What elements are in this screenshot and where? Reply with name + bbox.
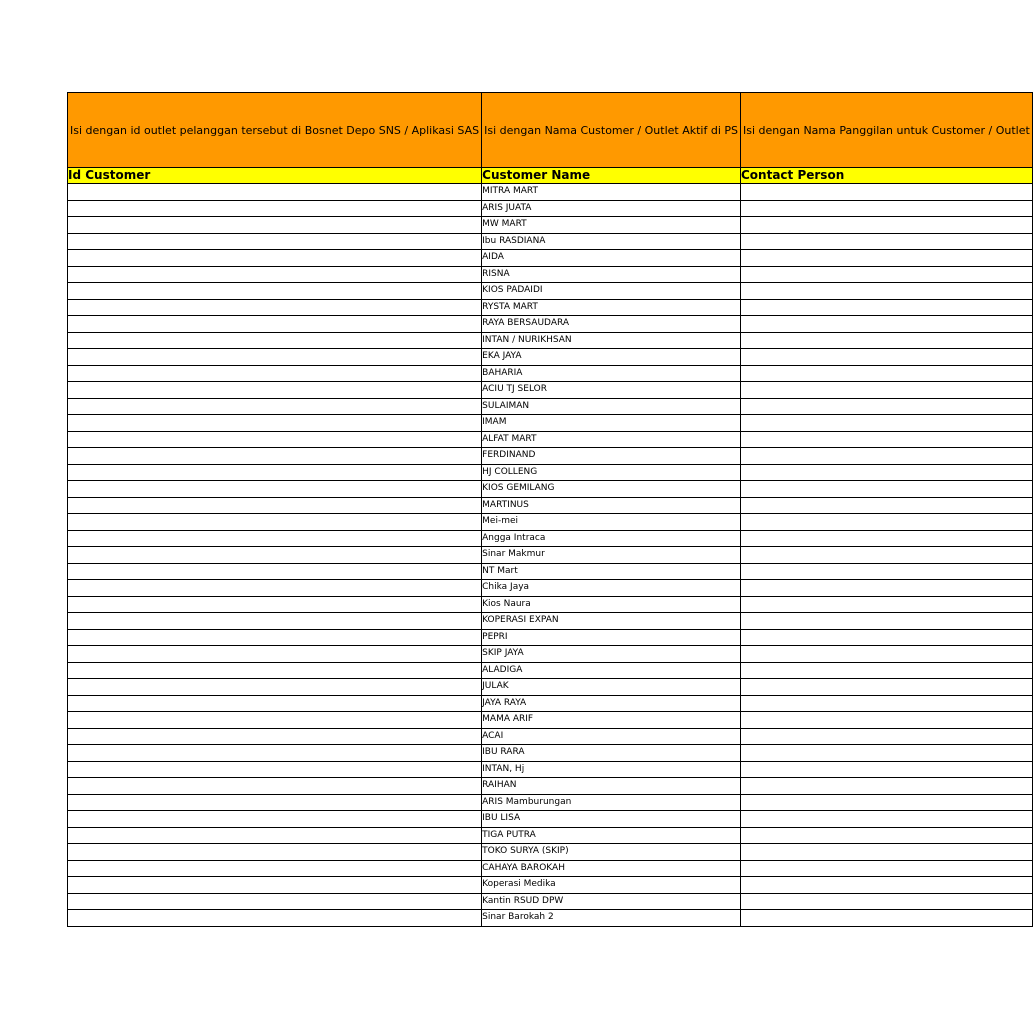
table-row [68,563,1033,580]
id-customer-cell[interactable] [68,382,482,399]
customer-name-cell[interactable]: RYSTA MART [482,299,741,316]
id-customer-cell[interactable] [68,464,482,481]
table-row [68,844,1033,861]
id-customer-cell[interactable] [68,299,482,316]
customer-name-cell[interactable]: KOPERASI EXPAN [482,613,741,630]
customer-name-cell[interactable]: CAHAYA BAROKAH [482,860,741,877]
table-row [68,580,1033,597]
table-row [68,332,1033,349]
table-row [68,877,1033,894]
customer-name-cell[interactable]: Ibu RASDIANA [482,233,741,250]
id-customer-cell[interactable] [68,266,482,283]
contact-person-cell[interactable] [741,431,1033,448]
customer-name-cell[interactable]: ACAI [482,728,741,745]
table-row [68,827,1033,844]
table-row [68,811,1033,828]
id-customer-cell[interactable] [68,250,482,267]
customer-name-cell[interactable]: Sinar Barokah 2 [482,910,741,927]
table-row [68,217,1033,234]
id-customer-cell[interactable] [68,233,482,250]
customer-name-cell[interactable]: Sinar Makmur [482,547,741,564]
table-row [68,497,1033,514]
customer-name-cell[interactable]: JULAK [482,679,741,696]
contact-person-cell[interactable] [741,794,1033,811]
contact-person-cell[interactable] [741,563,1033,580]
contact-person-cell[interactable] [741,877,1033,894]
id-customer-cell[interactable] [68,662,482,679]
customer-name-cell[interactable]: MARTINUS [482,497,741,514]
id-customer-cell[interactable] [68,827,482,844]
customer-name-cell[interactable]: Kios Naura [482,596,741,613]
contact-person-cell[interactable] [741,283,1033,300]
contact-person-cell[interactable] [741,547,1033,564]
contact-person-cell[interactable] [741,398,1033,415]
contact-person-cell[interactable] [741,695,1033,712]
contact-person-cell[interactable] [741,827,1033,844]
contact-person-cell[interactable] [741,233,1033,250]
table-row [68,695,1033,712]
instruction-name-cell[interactable] [482,93,741,168]
id-customer-cell[interactable] [68,497,482,514]
contact-person-cell[interactable] [741,778,1033,795]
table-row [68,233,1033,250]
table-row [68,860,1033,877]
id-customer-cell[interactable] [68,695,482,712]
contact-person-cell[interactable] [741,893,1033,910]
table-row [68,200,1033,217]
contact-person-cell[interactable] [741,200,1033,217]
id-customer-cell[interactable] [68,481,482,498]
id-customer-cell[interactable] [68,679,482,696]
id-customer-cell[interactable] [68,613,482,630]
table-row [68,464,1033,481]
customer-name-cell[interactable]: KIOS GEMILANG [482,481,741,498]
customer-name-cell[interactable]: TIGA PUTRA [482,827,741,844]
contact-person-cell[interactable] [741,332,1033,349]
table-row [68,728,1033,745]
customer-name-cell[interactable]: ACIU TJ SELOR [482,382,741,399]
contact-person-cell[interactable] [741,448,1033,465]
table-row [68,646,1033,663]
contact-person-cell[interactable] [741,860,1033,877]
id-customer-cell[interactable] [68,431,482,448]
customer-sheet [67,92,1033,927]
contact-person-cell[interactable] [741,497,1033,514]
customer-name-cell[interactable]: MW MART [482,217,741,234]
id-customer-cell[interactable] [68,860,482,877]
id-customer-cell[interactable] [68,844,482,861]
contact-person-cell[interactable] [741,266,1033,283]
customer-name-cell[interactable]: ALADIGA [482,662,741,679]
table-row [68,365,1033,382]
contact-person-cell[interactable] [741,250,1033,267]
id-customer-cell[interactable] [68,514,482,531]
customer-name-cell[interactable]: KIOS PADAIDI [482,283,741,300]
contact-person-cell[interactable] [741,316,1033,333]
customer-name-cell[interactable]: Mei-mei [482,514,741,531]
contact-person-cell[interactable] [741,382,1033,399]
contact-person-cell[interactable] [741,365,1033,382]
table-row [68,415,1033,432]
id-customer-cell[interactable] [68,629,482,646]
contact-person-cell[interactable] [741,910,1033,927]
customer-name-cell[interactable]: TOKO SURYA (SKIP) [482,844,741,861]
instruction-row [68,93,1033,168]
id-customer-cell[interactable] [68,893,482,910]
instruction-contact-text: Isi dengan Nama Panggilan untuk Customer / Outlet [743,123,1030,137]
table-row [68,629,1033,646]
id-customer-cell[interactable] [68,761,482,778]
id-customer-cell[interactable] [68,778,482,795]
table-row [68,448,1033,465]
contact-person-cell[interactable] [741,629,1033,646]
contact-person-cell[interactable] [741,481,1033,498]
table-row [68,184,1033,201]
id-customer-cell[interactable] [68,547,482,564]
contact-person-cell[interactable] [741,415,1033,432]
id-customer-cell[interactable] [68,365,482,382]
contact-person-cell[interactable] [741,712,1033,729]
contact-person-cell[interactable] [741,761,1033,778]
table-row [68,613,1033,630]
customer-name-cell[interactable]: IBU RARA [482,745,741,762]
contact-person-cell[interactable] [741,745,1033,762]
customer-name-cell[interactable]: INTAN, Hj [482,761,741,778]
table-row [68,778,1033,795]
customer-name-cell[interactable]: MITRA MART [482,184,741,201]
table-row [68,761,1033,778]
customer-name-cell[interactable]: FERDINAND [482,448,741,465]
table-row [68,662,1033,679]
customer-name-cell[interactable]: ARIS JUATA [482,200,741,217]
id-customer-cell[interactable] [68,217,482,234]
id-customer-cell[interactable] [68,811,482,828]
table-row [68,530,1033,547]
customer-name-cell[interactable]: IMAM [482,415,741,432]
id-customer-cell[interactable] [68,712,482,729]
customer-name-cell[interactable]: EKA JAYA [482,349,741,366]
id-customer-cell[interactable] [68,448,482,465]
id-customer-cell[interactable] [68,580,482,597]
table-row [68,596,1033,613]
header-id-customer[interactable]: Id Customer [68,168,482,184]
customer-name-cell[interactable]: RAYA BERSAUDARA [482,316,741,333]
table-row [68,349,1033,366]
customer-name-cell[interactable]: Kantin RSUD DPW [482,893,741,910]
header-row [68,168,1033,184]
contact-person-cell[interactable] [741,464,1033,481]
customer-name-cell[interactable]: MAMA ARIF [482,712,741,729]
customer-name-cell[interactable]: INTAN / NURIKHSAN [482,332,741,349]
id-customer-cell[interactable] [68,910,482,927]
contact-person-cell[interactable] [741,811,1033,828]
id-customer-cell[interactable] [68,349,482,366]
table-row [68,266,1033,283]
contact-person-cell[interactable] [741,728,1033,745]
id-customer-cell[interactable] [68,398,482,415]
table-row [68,910,1033,927]
customer-name-cell[interactable]: Chika Jaya [482,580,741,597]
customer-name-cell[interactable]: Koperasi Medika [482,877,741,894]
customer-name-cell[interactable]: RISNA [482,266,741,283]
id-customer-cell[interactable] [68,283,482,300]
customer-name-cell[interactable]: ARIS Mamburungan [482,794,741,811]
customer-name-cell[interactable]: IBU LISA [482,811,741,828]
id-customer-cell[interactable] [68,530,482,547]
customer-name-cell[interactable]: AIDA [482,250,741,267]
contact-person-cell[interactable] [741,299,1033,316]
instruction-id-text: Isi dengan id outlet pelanggan tersebut di Bosnet Depo SNS / Aplikasi SAS [70,123,480,137]
table-row [68,250,1033,267]
table-row [68,745,1033,762]
table-row [68,893,1033,910]
table-row [68,283,1033,300]
customer-name-cell[interactable]: SKIP JAYA [482,646,741,663]
customer-name-cell[interactable]: RAIHAN [482,778,741,795]
contact-person-cell[interactable] [741,662,1033,679]
table-row [68,316,1033,333]
table-row [68,299,1033,316]
id-customer-cell[interactable] [68,794,482,811]
contact-person-cell[interactable] [741,596,1033,613]
customer-name-cell[interactable]: HJ COLLENG [482,464,741,481]
contact-person-cell[interactable] [741,580,1033,597]
id-customer-cell[interactable] [68,332,482,349]
customer-name-cell[interactable]: PEPRI [482,629,741,646]
header-customer-name[interactable]: Customer Name [482,168,741,184]
table-row [68,712,1033,729]
customer-name-cell[interactable]: SULAIMAN [482,398,741,415]
instruction-contact-cell[interactable] [741,93,1033,168]
contact-person-cell[interactable] [741,217,1033,234]
table-row [68,547,1033,564]
instruction-id-cell[interactable] [68,93,482,168]
contact-person-cell[interactable] [741,844,1033,861]
id-customer-cell[interactable] [68,200,482,217]
id-customer-cell[interactable] [68,745,482,762]
contact-person-cell[interactable] [741,349,1033,366]
table-row [68,679,1033,696]
contact-person-cell[interactable] [741,679,1033,696]
id-customer-cell[interactable] [68,728,482,745]
contact-person-cell[interactable] [741,613,1033,630]
table-row [68,794,1033,811]
customer-name-cell[interactable]: BAHARIA [482,365,741,382]
id-customer-cell[interactable] [68,184,482,201]
table-row [68,431,1033,448]
customer-name-cell[interactable]: JAYA RAYA [482,695,741,712]
customer-name-cell[interactable]: Angga Intraca [482,530,741,547]
contact-person-cell[interactable] [741,514,1033,531]
id-customer-cell[interactable] [68,415,482,432]
id-customer-cell[interactable] [68,596,482,613]
contact-person-cell[interactable] [741,530,1033,547]
id-customer-cell[interactable] [68,646,482,663]
table-row [68,514,1033,531]
table-row [68,382,1033,399]
customer-name-cell[interactable]: ALFAT MART [482,431,741,448]
instruction-name-text: Isi dengan Nama Customer / Outlet Aktif di PS [484,123,738,137]
customer-name-cell[interactable]: NT Mart [482,563,741,580]
header-contact-person[interactable]: Contact Person [741,168,1033,184]
id-customer-cell[interactable] [68,316,482,333]
contact-person-cell[interactable] [741,184,1033,201]
id-customer-cell[interactable] [68,563,482,580]
table-row [68,398,1033,415]
id-customer-cell[interactable] [68,877,482,894]
table-row [68,481,1033,498]
contact-person-cell[interactable] [741,646,1033,663]
